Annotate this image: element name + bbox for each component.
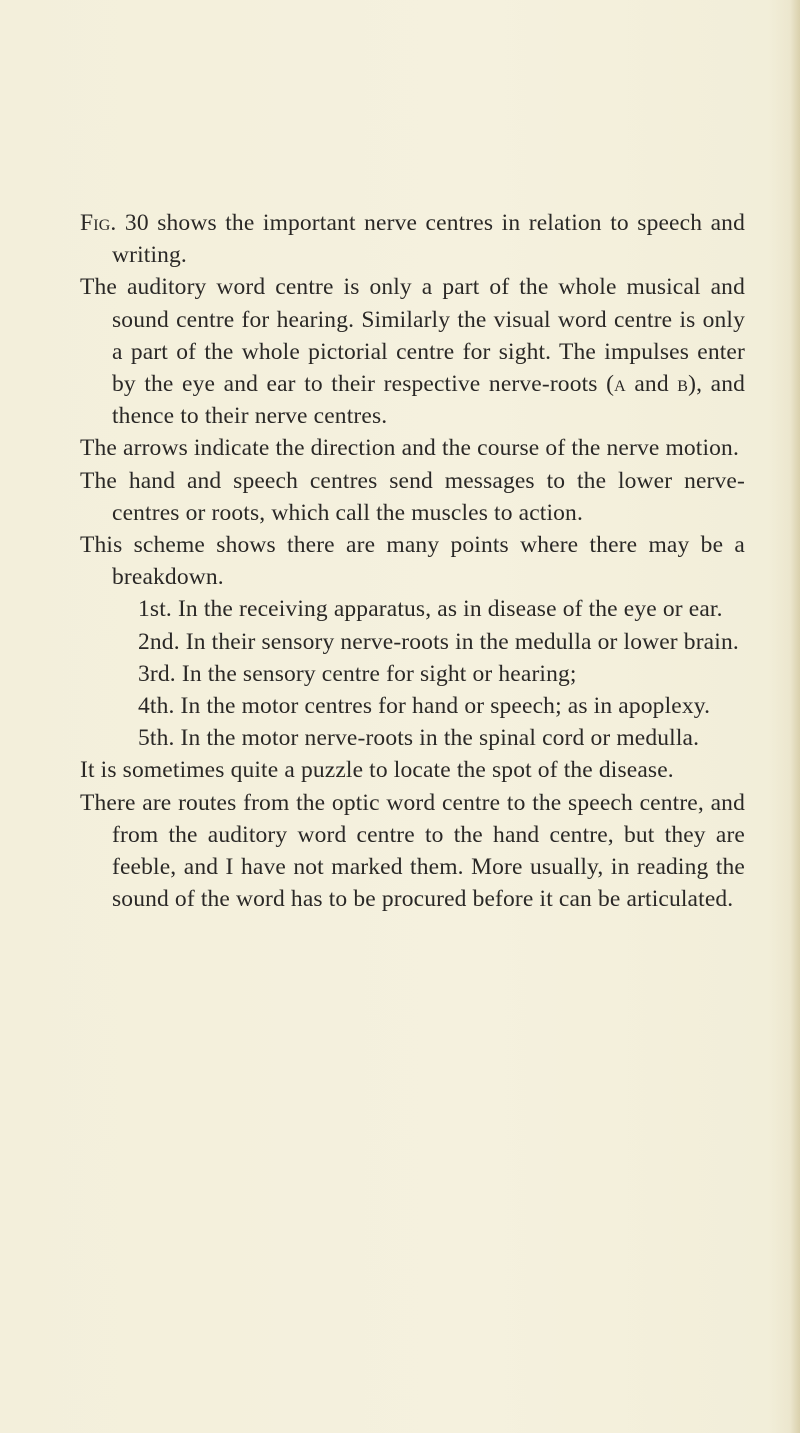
paragraph-text: This scheme shows there are many points where there may be a breakdown.	[80, 532, 745, 591]
paragraph-text: The auditory word centre is only a part of the whole musical and sound centre for hearing. Similarly the visual word centre is only a part of the whole pictorial centre for sight. The impulses enter by the eye and ear to their respective nerve-roots (	[80, 274, 745, 398]
paragraph-fig-intro	[80, 207, 745, 271]
list-item	[80, 658, 745, 690]
list-item-text: In the motor nerve-roots in the spinal cord or medulla.	[180, 725, 700, 752]
list-item-label: 1st.	[138, 596, 172, 623]
root-label-b: b	[677, 371, 689, 398]
paragraph-text: The hand and speech centres send messages to the lower nerve-centres or roots, which call the muscles to action.	[80, 467, 745, 526]
paragraph-text: The arrows indicate the direction and the course of the nerve motion.	[80, 435, 739, 462]
root-label-a: a	[614, 371, 626, 398]
paragraph-auditory-centre	[80, 271, 745, 432]
body-text	[80, 207, 745, 915]
list-item-text: In the sensory centre for sight or hearing;	[181, 660, 577, 687]
fig-label: Fig.	[80, 210, 117, 236]
list-item-text: In the motor centres for hand or speech; as in apoplexy.	[180, 693, 711, 720]
list-item-label: 5th.	[138, 725, 175, 752]
list-item-text: In their sensory nerve-roots in the medulla or lower brain.	[185, 628, 739, 655]
list-item-label: 2nd.	[138, 628, 180, 655]
paragraph-text: There are routes from the optic word centre to the speech centre, and from the auditory word centre to the hand centre, but they are feeble, and I have not marked them. More usually, in reading the sound of the word has to be procured before it can be articulated.	[80, 789, 745, 913]
paragraph-text: 30 shows the important nerve centres in relation to speech and writing.	[112, 210, 745, 269]
conjunction: and	[625, 371, 678, 398]
list-item	[80, 593, 745, 625]
list-item-text: In the receiving apparatus, as in disease of the eye or ear.	[177, 596, 723, 623]
list-item	[80, 626, 745, 658]
paragraph-hand-speech	[80, 465, 745, 529]
paragraph-routes	[80, 787, 745, 916]
list-item	[80, 690, 745, 722]
list-item-label: 3rd.	[138, 660, 176, 687]
paragraph-puzzle	[80, 754, 745, 786]
page-edge-shadow	[790, 0, 800, 1433]
paragraph-text-tail: ), and thence to their nerve centres.	[112, 371, 746, 430]
paragraph-scheme	[80, 529, 745, 593]
list-item-label: 4th.	[138, 693, 175, 720]
paragraph-text: It is sometimes quite a puzzle to locate the spot of the disease.	[80, 757, 674, 784]
list-item	[80, 722, 745, 754]
paragraph-arrows	[80, 432, 745, 464]
